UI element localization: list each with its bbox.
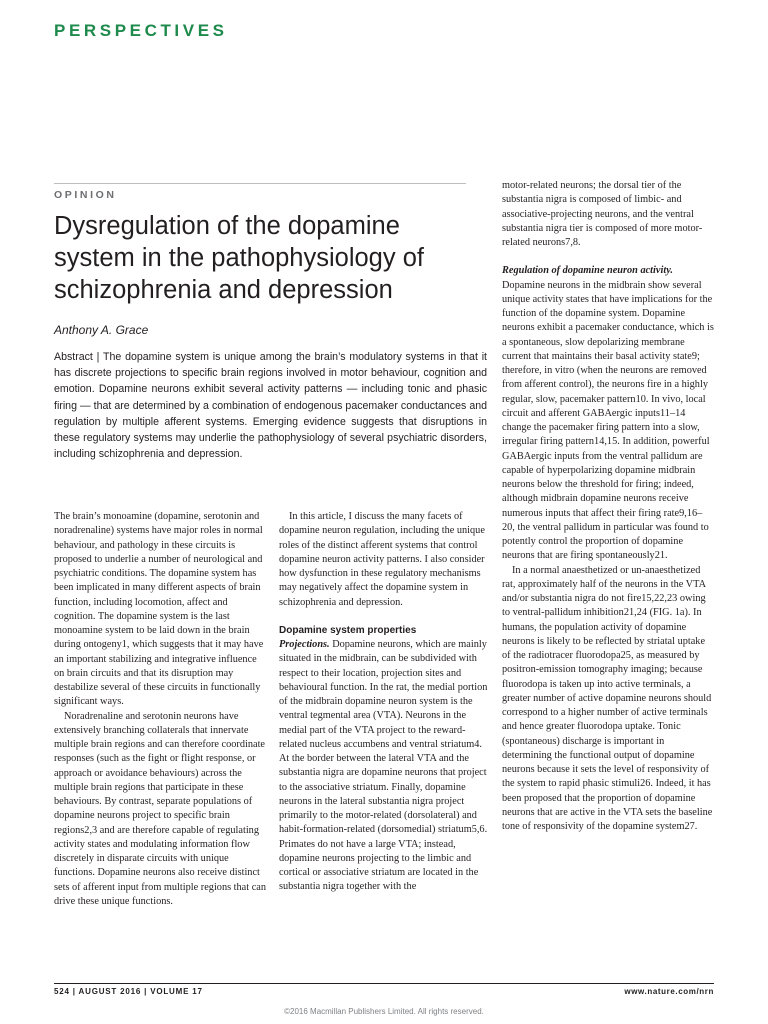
body-column-2 [279,510,489,895]
category-label: OPINION [54,189,117,201]
body-paragraph: In this article, I discuss the many facets of dopamine neuron regulation, including the unique roles of the distinct afferent systems that control dopamine neuron activity patterns. I also consider how dysfunction in these regulatory mechanisms may negatively affect the dopamine system in schizophrenia and depression. [279,511,485,608]
article-title: Dysregulation of the dopamine system in the pathophysiology of schizophrenia and depression [54,212,424,304]
body-paragraph: Noradrenaline and serotonin neurons have extensively branching collaterals that innervate multiple brain regions and can therefore coordinate responses (such as the fight or flight response, or approach or avoidance behaviours) across the multiple brain regions that participate in these behaviours. By contrast, separate populations of dopamine neurons project to specific brain regions2,3 and are therefore capable of regulating activity states and modulating information flow discretely in disparate circuits with unique functions. Dopamine neurons also receive distinct sets of afferent input from multiple regions that can drive these unique functions. [54,710,266,907]
body-paragraph: In a normal anaesthetized or un-anaesthetized rat, approximately half of the neurons in the VTA and/or substantia nigra do not fire15,22,23 owing to ventral-pallidum inhibition21,24 (FIG. 1a). In humans, the population activity of dopamine neurons is likely to be reflected by striatal uptake of the radiotracer fluorodopa25, as measured by positron-emission tomography imaging; because fluorodopa is taken up into active terminals, a greater number of active dopamine neurons should correspond to a higher number of active terminals and hence greater fluorodopa uptake. Tonic (spontaneous) discharge is important in determining the functional output of dopamine neurons because it sets the level of responsivity of the system to rapid phasic stimuli26. Indeed, it has been proposed that the proportion of dopamine neurons that are active in the VTA sets the baseline tone of responsivity of the dopamine system27. [502,564,713,832]
subsection-heading: Regulation of dopamine neuron activity. [502,265,673,277]
body-paragraph [502,264,714,563]
article-abstract: Abstract | The dopamine system is unique among the brain’s modulatory systems in that it has discrete projections to specific brain regions involved in motor behaviour, cognition and emotion. Dopamine neurons exhibit several activity patterns — including tonic and phasic firing — that are determined by a combination of endogenous pacemaker conductances and regulation by multiple afferent systems. Emerging evidence suggests that disruptions in these regulatory systems may underlie the pathophysiology of several psychiatric disorders, including schizophrenia and depression. [54,351,487,461]
paragraph-text: Dopamine neurons, which are mainly situated in the midbrain, can be subdivided with respect to their location, projection sites and behavioural function. In the rat, the medial portion of the midbrain dopamine neuron system is the ventral tegmental area (VTA). Neurons in the medial part of the VTA project to the reward-related nucleus accumbens and ventral striatum4. At the border between the lateral VTA and the substantia nigra are dopamine neurons that project to the associative striatum. Finally, dopamine neurons in the lateral substantia nigra project primarily to the motor-related (dorsolateral) and habit-formation-related (dorsomedial) striatum5,6. Primates do not have a large VTA; instead, dopamine neurons projecting to the limbic and cortical or associative striatum are located in the substantia nigra together with the [279,639,488,893]
body-paragraph: motor-related neurons; the dorsal tier of the substantia nigra is composed of limbic- and associative-projecting neurons, and the ventral substantia nigra tier is composed of more motor-related neurons7,8. [502,180,703,248]
body-paragraph [279,638,489,895]
title-divider [54,183,466,184]
journal-url[interactable]: www.nature.com/nrn [624,987,714,996]
copyright-notice: ©2016 Macmillan Publishers Limited. All rights reserved. [284,1007,484,1016]
body-column-1 [54,510,266,909]
article-author: Anthony A. Grace [54,323,149,337]
footer-divider [54,983,714,984]
page-issue-info: 524 | AUGUST 2016 | VOLUME 17 [54,987,203,996]
body-paragraph: The brain’s monoamine (dopamine, serotonin and noradrenaline) systems have major roles in normal behaviour, and pathology in these circuits is proposed to underlie a number of neurological and psychiatric conditions. The dopamine system has been implicated in many different aspects of brain function, including locomotion, affect and cognition. The dopamine system is the last monoamine system to be laid down in the brain during ontogeny1, which suggests that it may have an important stabilizing and integrative influence on brain circuits and that its disruption may destabilize several of these circuits in functionally significant ways. [54,511,264,708]
section-label: PERSPECTIVES [54,21,228,40]
body-column-3 [502,179,714,834]
paragraph-text: Dopamine neurons in the midbrain show several unique activity states that have implications for the function of the dopamine system. Dopamine neurons exhibit a pacemaker conductance, which is a spontaneous, slow depolarizing membrane current that maintains their basal activity state9; therefore, in vitro (when the neurons are removed from afferent control), the neurons fire in a highly regular, slow, pacemaker pattern10. In vivo, local circuit and afferent GABAergic inputs11–14 change the pacemaker firing pattern into a slow, irregular firing pattern14,15. In addition, powerful GABAergic inputs from the ventral pallidum are capable of hyperpolarizing dopamine midbrain neurons below the threshold for firing; indeed, although midbrain dopamine neurons receive numerous inputs that affect their firing rate9,16–20, the ventral pallidum in particular was found to potently control the proportion of dopamine neurons that are firing spontaneously21. [502,279,714,562]
section-heading: Dopamine system properties [279,624,417,636]
subsection-heading: Projections. [279,639,330,650]
